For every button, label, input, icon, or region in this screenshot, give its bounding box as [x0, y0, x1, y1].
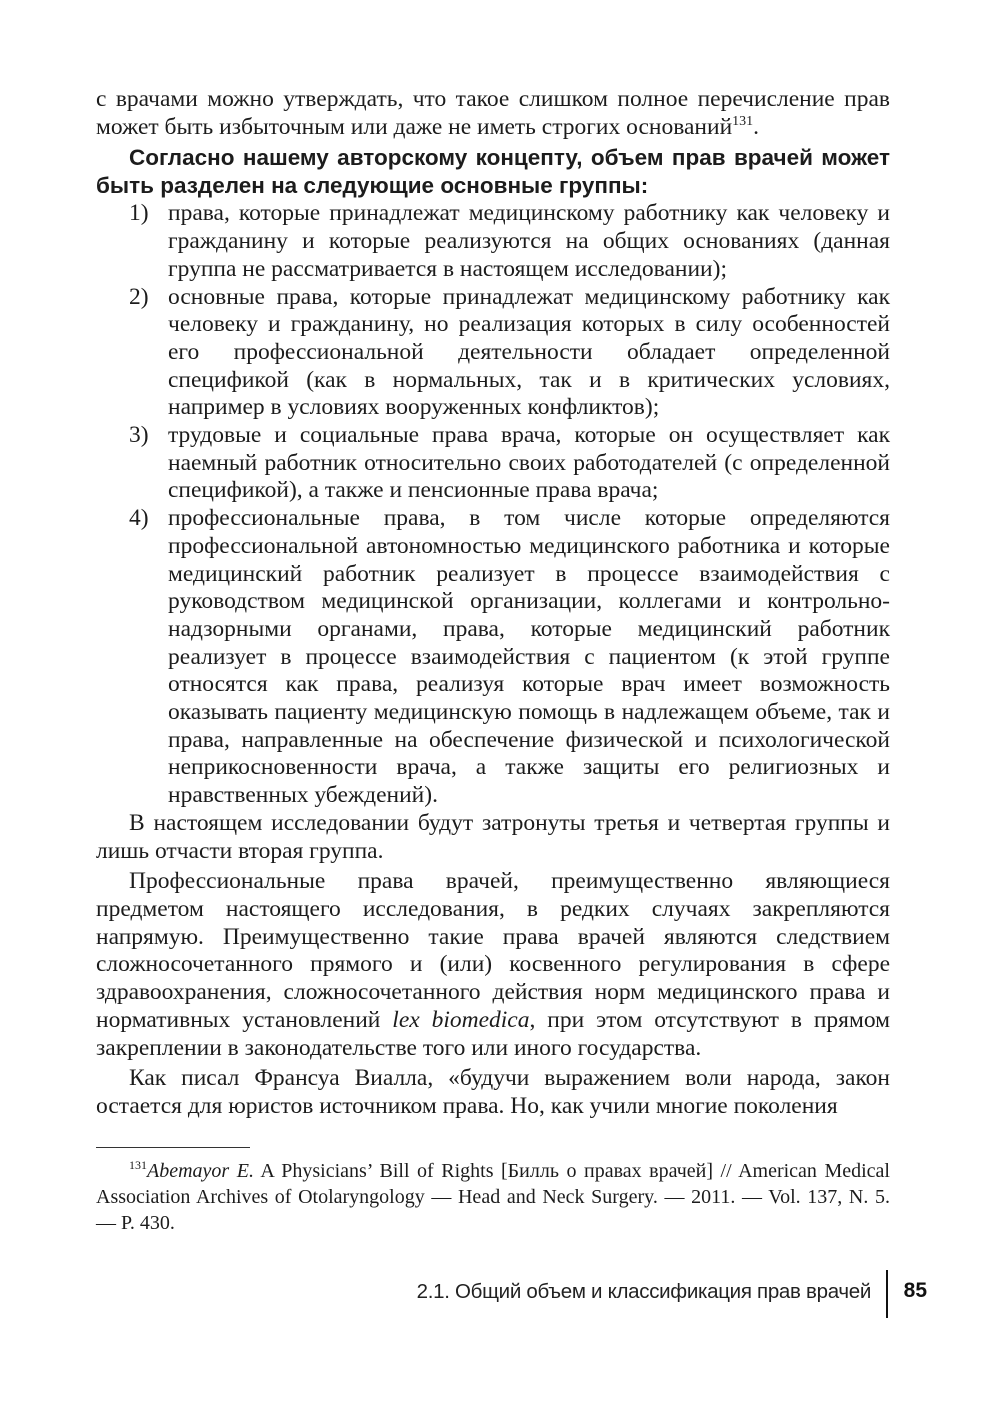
list-item	[96, 284, 890, 423]
list-item-text: основные права, которые принадлежат медицинскому работнику как человеку и гражданину, но реализация которых в силу особенностей его профессиональной деятельности обладает определенной спецификой (как в нормальных, так и в критических условиях, например в условиях вооруженных конфликтов);	[168, 283, 890, 421]
paragraph-professional-rights	[96, 868, 890, 1062]
list-item-number: 3)	[129, 422, 149, 449]
paragraph-vialla-quote: Как писал Франсуа Виалла, «будучи выражением воли народа, закон остается для юристов источником права. Но, как учили многие поколения	[96, 1065, 890, 1119]
list-item	[96, 422, 890, 505]
paragraph-continuation	[96, 86, 890, 141]
list-item-text: права, которые принадлежат медицинскому работнику как человеку и гражданину и которые реализуются на общих основаниях (данная группа не рассматривается в настоящем исследовании);	[168, 200, 890, 282]
italic-term: lex biomedica	[392, 1006, 530, 1033]
paragraph-text: , при этом отсутствуют в прямом закреплении в законодательстве того или иного государства.	[96, 1006, 890, 1061]
footnote-number: 131	[129, 1157, 147, 1172]
footnote-reference[interactable]: 131	[732, 113, 754, 129]
list-item-number: 4)	[129, 505, 149, 532]
list-item-number: 2)	[129, 283, 149, 310]
list-item	[96, 505, 890, 810]
list-item	[96, 200, 890, 283]
footnote-separator	[96, 1147, 250, 1148]
bold-thesis-paragraph: Согласно нашему авторскому концепту, объем прав врачей может быть разделен на следующие основные группы:	[96, 145, 890, 199]
section-title: 2.1. Общий объем и классификация прав врачей	[416, 1280, 871, 1303]
footnote-author: Abemayor E.	[147, 1159, 254, 1182]
footer-divider	[886, 1270, 888, 1318]
footnote	[96, 1158, 890, 1236]
list-item-text: профессиональные права, в том числе которые определяются профессиональной автономностью медицинского работника и которые медицинский работник реализует в процессе взаимодействия с руководством медицинской организации, коллегами и контрольно-надзорными органами, права, которые медицинский работник реализует в процессе взаимодействия с пациентом (к этой группе относятся как права, реализуя которые врач имеет возможность оказывать пациенту медицинскую помощь в надлежащем объеме, так и права, направленные на обеспечение физической и психологической неприкосновенности врача, а также защиты его религиозных и нравственных убеждений).	[168, 505, 890, 809]
rights-groups-list	[96, 200, 890, 809]
paragraph-text: Профессиональные права врачей, преимущественно являющиеся предметом настоящего исследования, в редких случаях закрепляются напрямую. Преимущественно такие права врачей являются следствием сложносочетанного прямого и (или) косвенного регулирования в сфере здравоохранения, сложносочетанного действия норм медицинского права и нормативных установлений	[96, 868, 890, 1033]
paragraph-period: .	[753, 113, 760, 140]
page-number: 85	[903, 1279, 927, 1302]
paragraph-scope: В настоящем исследовании будут затронуты третья и четвертая группы и лишь отчасти вторая группа.	[96, 809, 890, 864]
page-body	[96, 86, 890, 1236]
list-item-text: трудовые и социальные права врача, которые он осуществляет как наемный работник относительно своих работодателей (с определенной спецификой), а также и пенсионные права врача;	[168, 422, 890, 504]
list-item-number: 1)	[129, 200, 149, 227]
footnote-text: A Physicians’ Bill of Rights [Билль о правах врачей] // American Medical Association Archives of Otolaryngology — Head and Neck Surgery. — 2011. — Vol. 137, N. 5. — P. 430.	[96, 1159, 890, 1234]
paragraph-text: с врачами можно утверждать, что такое слишком полное перечисление прав может быть избыточным или даже не иметь строгих оснований	[96, 86, 890, 140]
running-footer	[96, 1270, 927, 1320]
